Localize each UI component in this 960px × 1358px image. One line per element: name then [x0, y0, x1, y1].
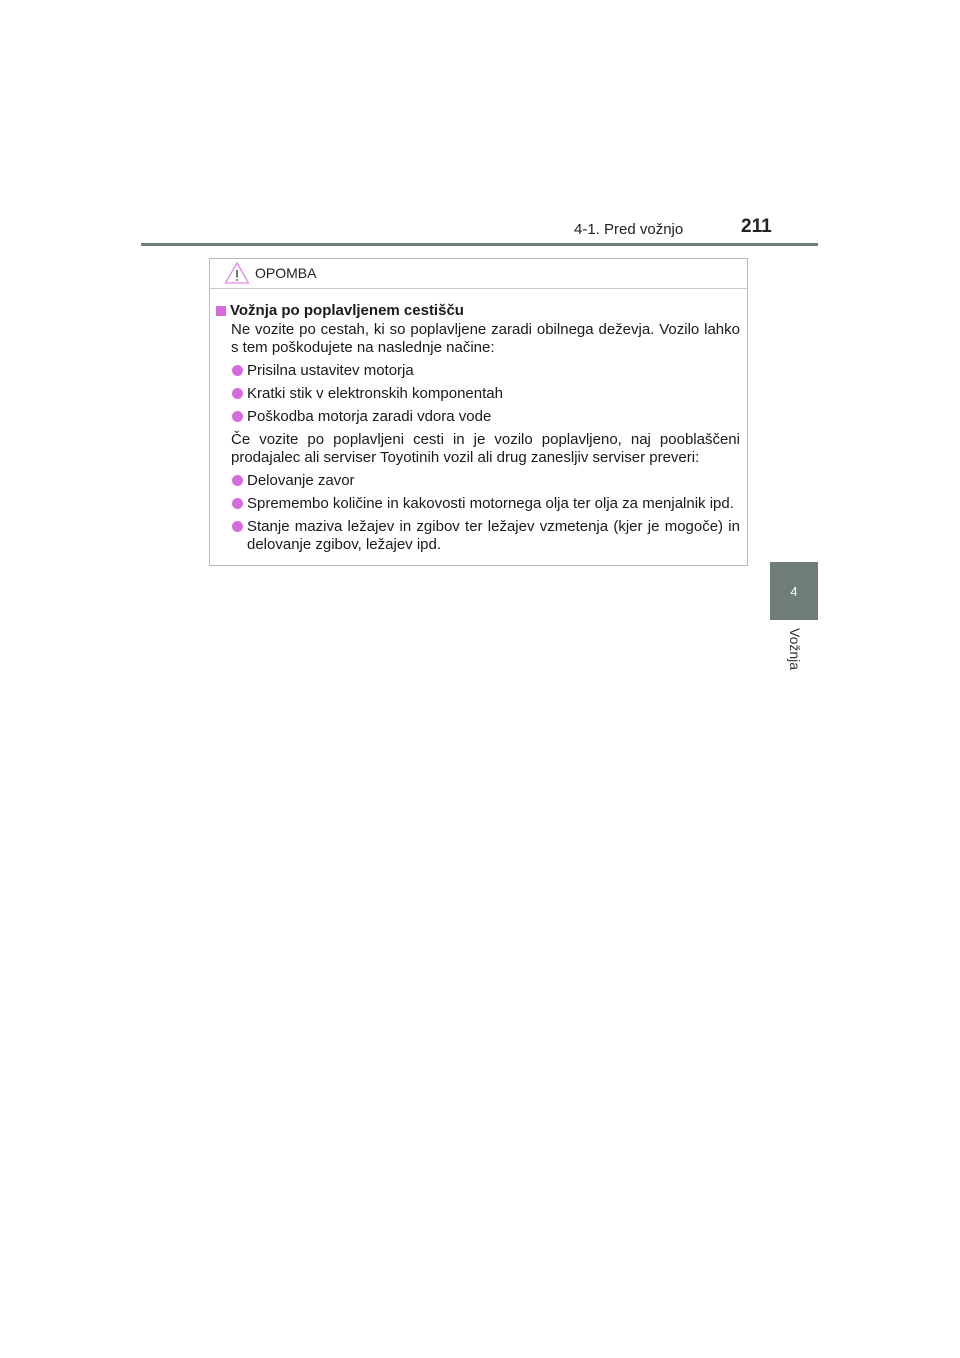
- section-title: 4-1. Pred vožnjo: [574, 221, 684, 238]
- square-bullet-icon: [216, 306, 226, 316]
- bullet-dot-icon: [232, 498, 243, 509]
- chapter-label: Vožnja: [787, 628, 803, 671]
- bullet-dot-icon: [232, 521, 243, 532]
- warning-triangle-icon: [224, 261, 250, 285]
- list-item: Prisilna ustavitev motorja: [215, 362, 740, 380]
- subheading-text: Vožnja po poplavljenem cestišču: [230, 302, 464, 319]
- bullet-dot-icon: [232, 475, 243, 486]
- list-item: Poškodba motorja zaradi vdora vode: [215, 408, 740, 426]
- page-number: 211: [741, 216, 772, 237]
- bullet-dot-icon: [232, 411, 243, 422]
- list-item: Stanje maziva ležajev in zgibov ter ležajev vzmetenja (kjer je mogoče) in delovanje zgibov, ležajev ipd.: [215, 518, 740, 554]
- note-header: [210, 259, 747, 289]
- list-item: Delovanje zavor: [215, 472, 740, 490]
- list-item: Spremembo količine in kakovosti motornega olja ter olja za menjalnik ipd.: [215, 495, 740, 513]
- subheading: [215, 302, 740, 320]
- chapter-number: 4: [790, 583, 798, 599]
- chapter-tab: [770, 562, 818, 620]
- check-paragraph: Če vozite po poplavljeni cesti in je vozilo poplavljeno, naj pooblaščeni prodajalec ali serviser Toyotinih vozil ali drug zanesljiv serviser preveri:: [231, 431, 740, 466]
- list-item: Kratki stik v elektronskih komponentah: [215, 385, 740, 403]
- note-box: [209, 258, 748, 566]
- header-divider: [141, 243, 818, 246]
- note-title: OPOMBA: [255, 265, 317, 281]
- bullet-dot-icon: [232, 388, 243, 399]
- bullet-dot-icon: [232, 365, 243, 376]
- note-body: [210, 289, 747, 554]
- intro-paragraph: Ne vozite po cestah, ki so poplavljene zaradi obilnega deževja. Vozilo lahko s tem poškodujete na naslednje načine:: [231, 321, 740, 356]
